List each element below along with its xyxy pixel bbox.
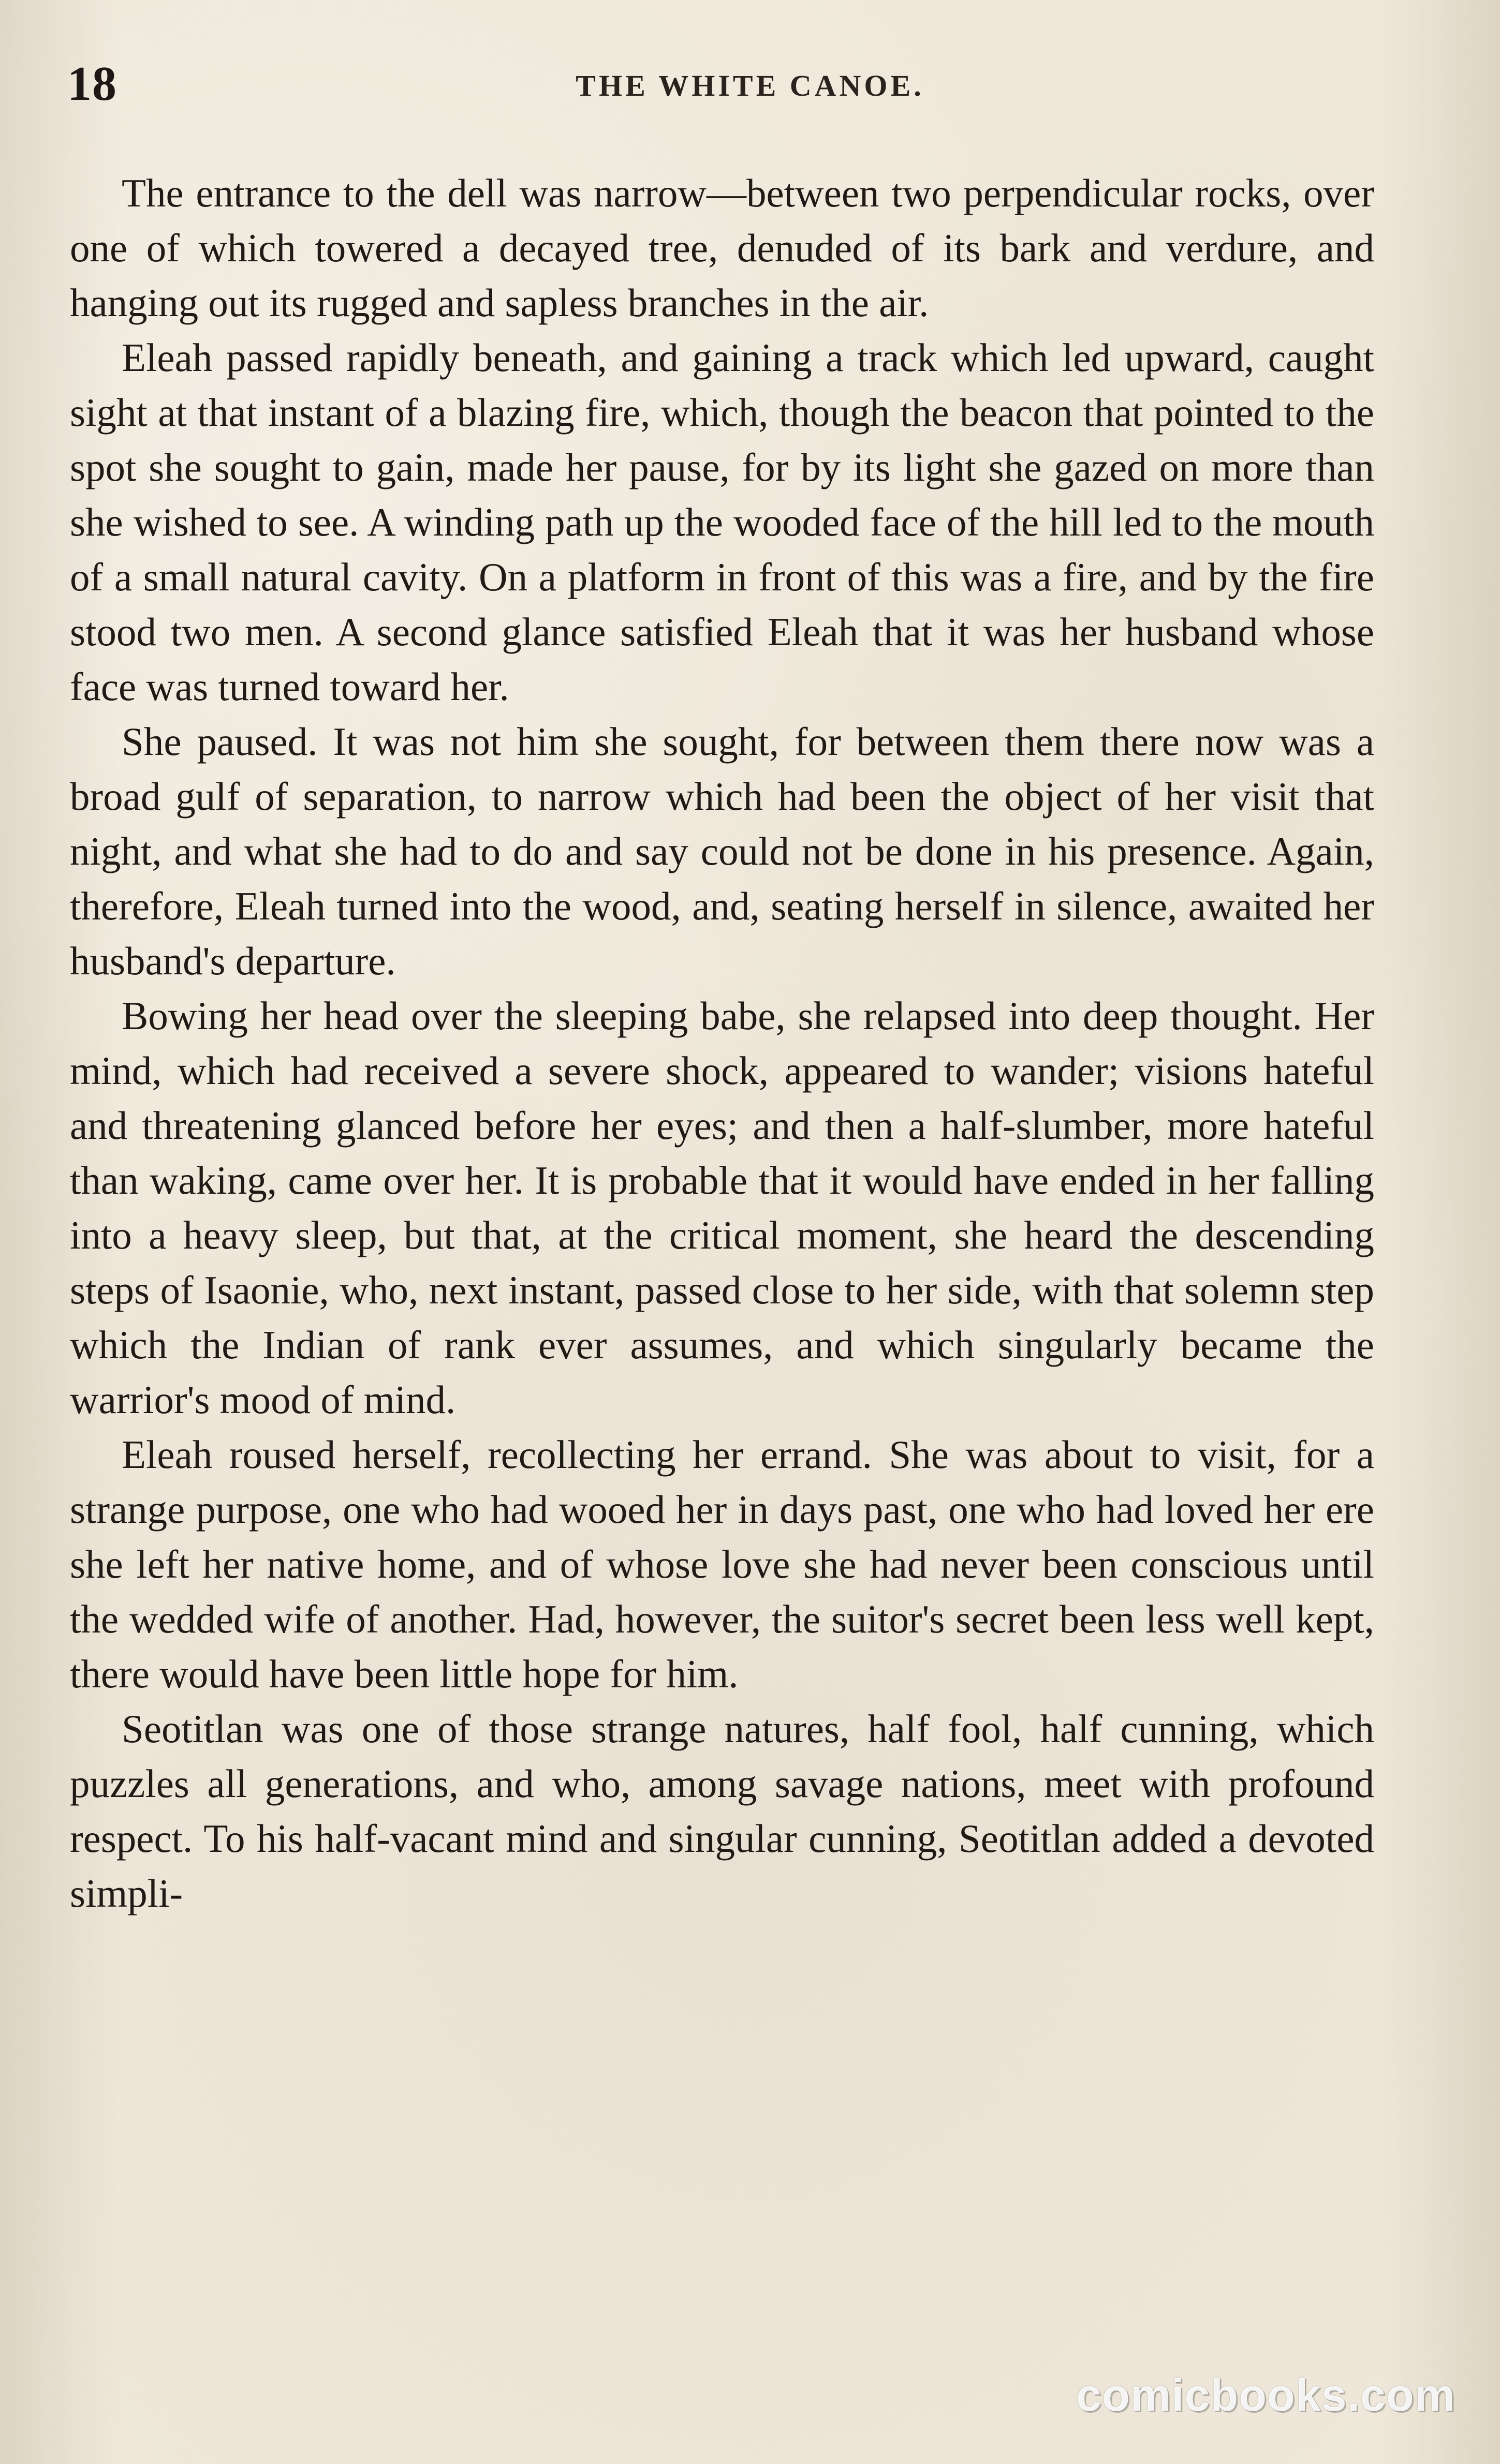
paragraph-2: Eleah passed rapidly beneath, and gaining a track which led upward, caught sight at that instant of a blazing fire, which, though the beacon that pointed to the spot she sought to gain, made her pause, for by its light she gazed on more than she wished to see. A winding path up the wooded face of the hill led to the mouth of a small natural cavity. On a platform in front of this was a fire, and by the fire stood two men. A second glance satisfied Eleah that it was her husband whose face was turned toward her. bbox=[70, 335, 1374, 709]
paragraph-6: Seotitlan was one of those strange natures, half fool, half cunning, which puzzles all generations, and who, among savage nations, meet with profound respect. To his half-vacant mind and singular cunning, Seotitlan added a devoted simpli- bbox=[70, 1706, 1374, 1916]
paragraph-3: She paused. It was not him she sought, for between them there now was a broad gulf of separation, to narrow which had been the object of her visit that night, and what she had to do and say could not be done in his presence. Again, therefore, Eleah turned into the wood, and, seating herself in silence, awaited her husband's departure. bbox=[70, 719, 1374, 983]
paragraph-5: Eleah roused herself, recollecting her errand. She was about to visit, for a strange purpose, one who had wooed her in days past, one who had loved her ere she left her native home, and of whose love she had never been conscious until the wedded wife of another. Had, however, the suitor's secret been less well kept, there would have been little hope for him. bbox=[70, 1432, 1374, 1696]
paragraph-1: The entrance to the dell was narrow—between two perpendicular rocks, over one of which towered a decayed tree, denuded of its bark and verdure, and hanging out its rugged and sapless branches in the air. bbox=[70, 171, 1374, 325]
running-head: THE WHITE CANOE. bbox=[576, 69, 924, 102]
paragraph-4: Bowing her head over the sleeping babe, she relapsed into deep thought. Her mind, which had received a severe shock, appeared to wander; visions hateful and threatening glanced before her eyes; and then a half-slumber, more hateful than waking, came over her. It is probable that it would have ended in her falling into a heavy sleep, but that, at the critical moment, she heard the descending steps of Isaonie, who, next instant, passed close to her side, with that solemn step which the Indian of rank ever assumes, and which singularly became the warrior's mood of mind. bbox=[70, 993, 1374, 1422]
page-number: 18 bbox=[67, 57, 117, 111]
body-text bbox=[70, 166, 1374, 1921]
watermark: comicbooks.com bbox=[1076, 2369, 1455, 2421]
